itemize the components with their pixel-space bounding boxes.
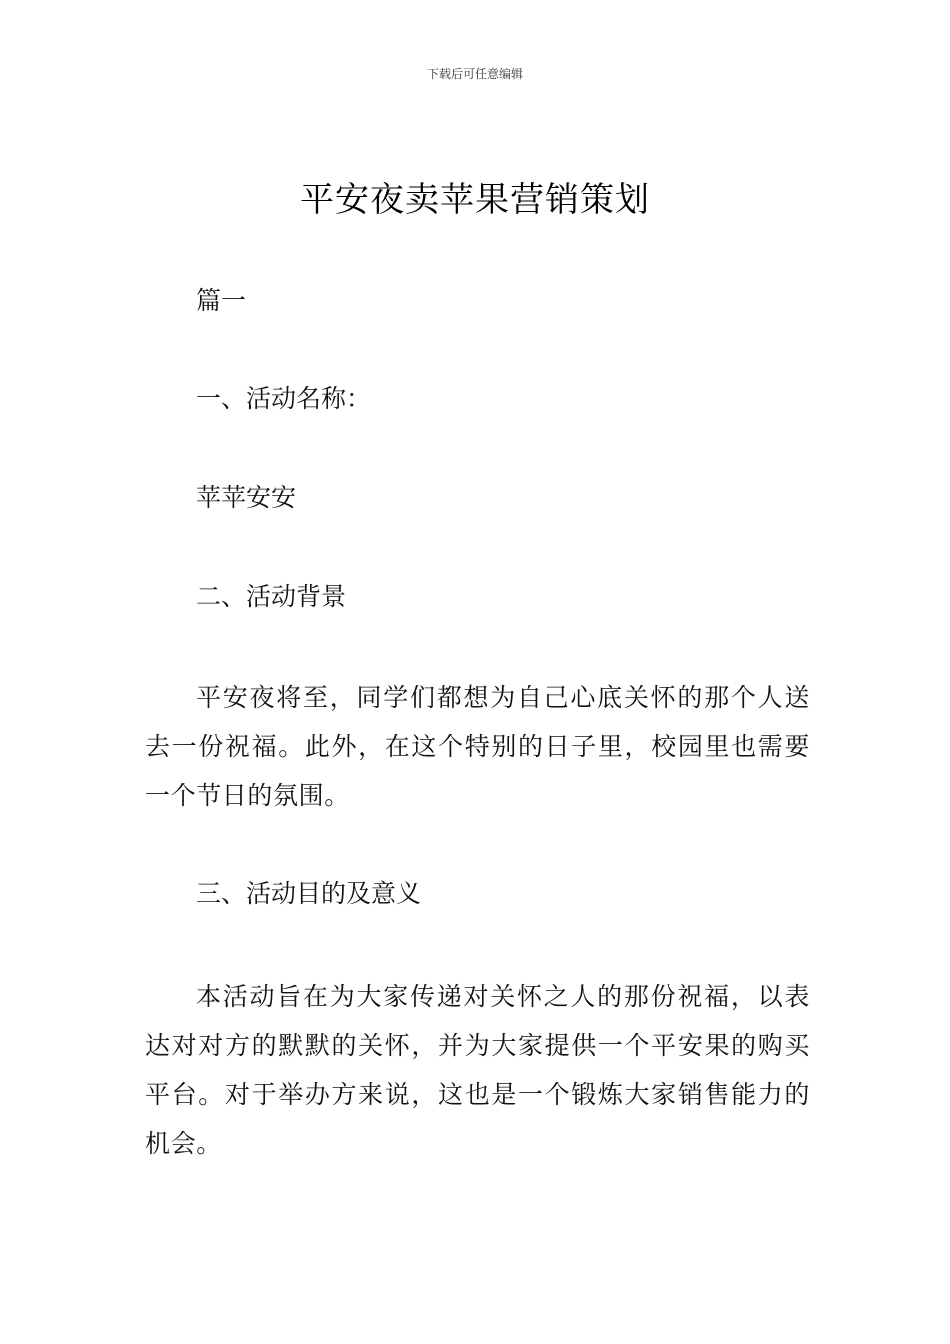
header-note: 下载后可任意编辑 — [426, 67, 523, 81]
section-body-activity-name: 苹苹安安 — [196, 483, 297, 512]
part-label: 篇一 — [196, 286, 247, 315]
section-heading-background: 二、活动背景 — [196, 582, 347, 611]
section-heading-purpose: 三、活动目的及意义 — [196, 879, 422, 908]
section-body-purpose: 本活动旨在为大家传递对关怀之人的那份祝福，以表达对对方的默默的关怀，并为大家提供一个平安果的购买平台。对于举办方来说，这也是一个锻炼大家销售能力的机会。 — [145, 982, 810, 1158]
section-heading-activity-name: 一、活动名称： — [196, 384, 372, 413]
document-title: 平安夜卖苹果营销策划 — [300, 180, 650, 220]
section-body-background: 平安夜将至，同学们都想为自己心底关怀的那个人送去一份祝福。此外，在这个特别的日子里，校园里也需要一个节日的氛围。 — [145, 683, 810, 810]
